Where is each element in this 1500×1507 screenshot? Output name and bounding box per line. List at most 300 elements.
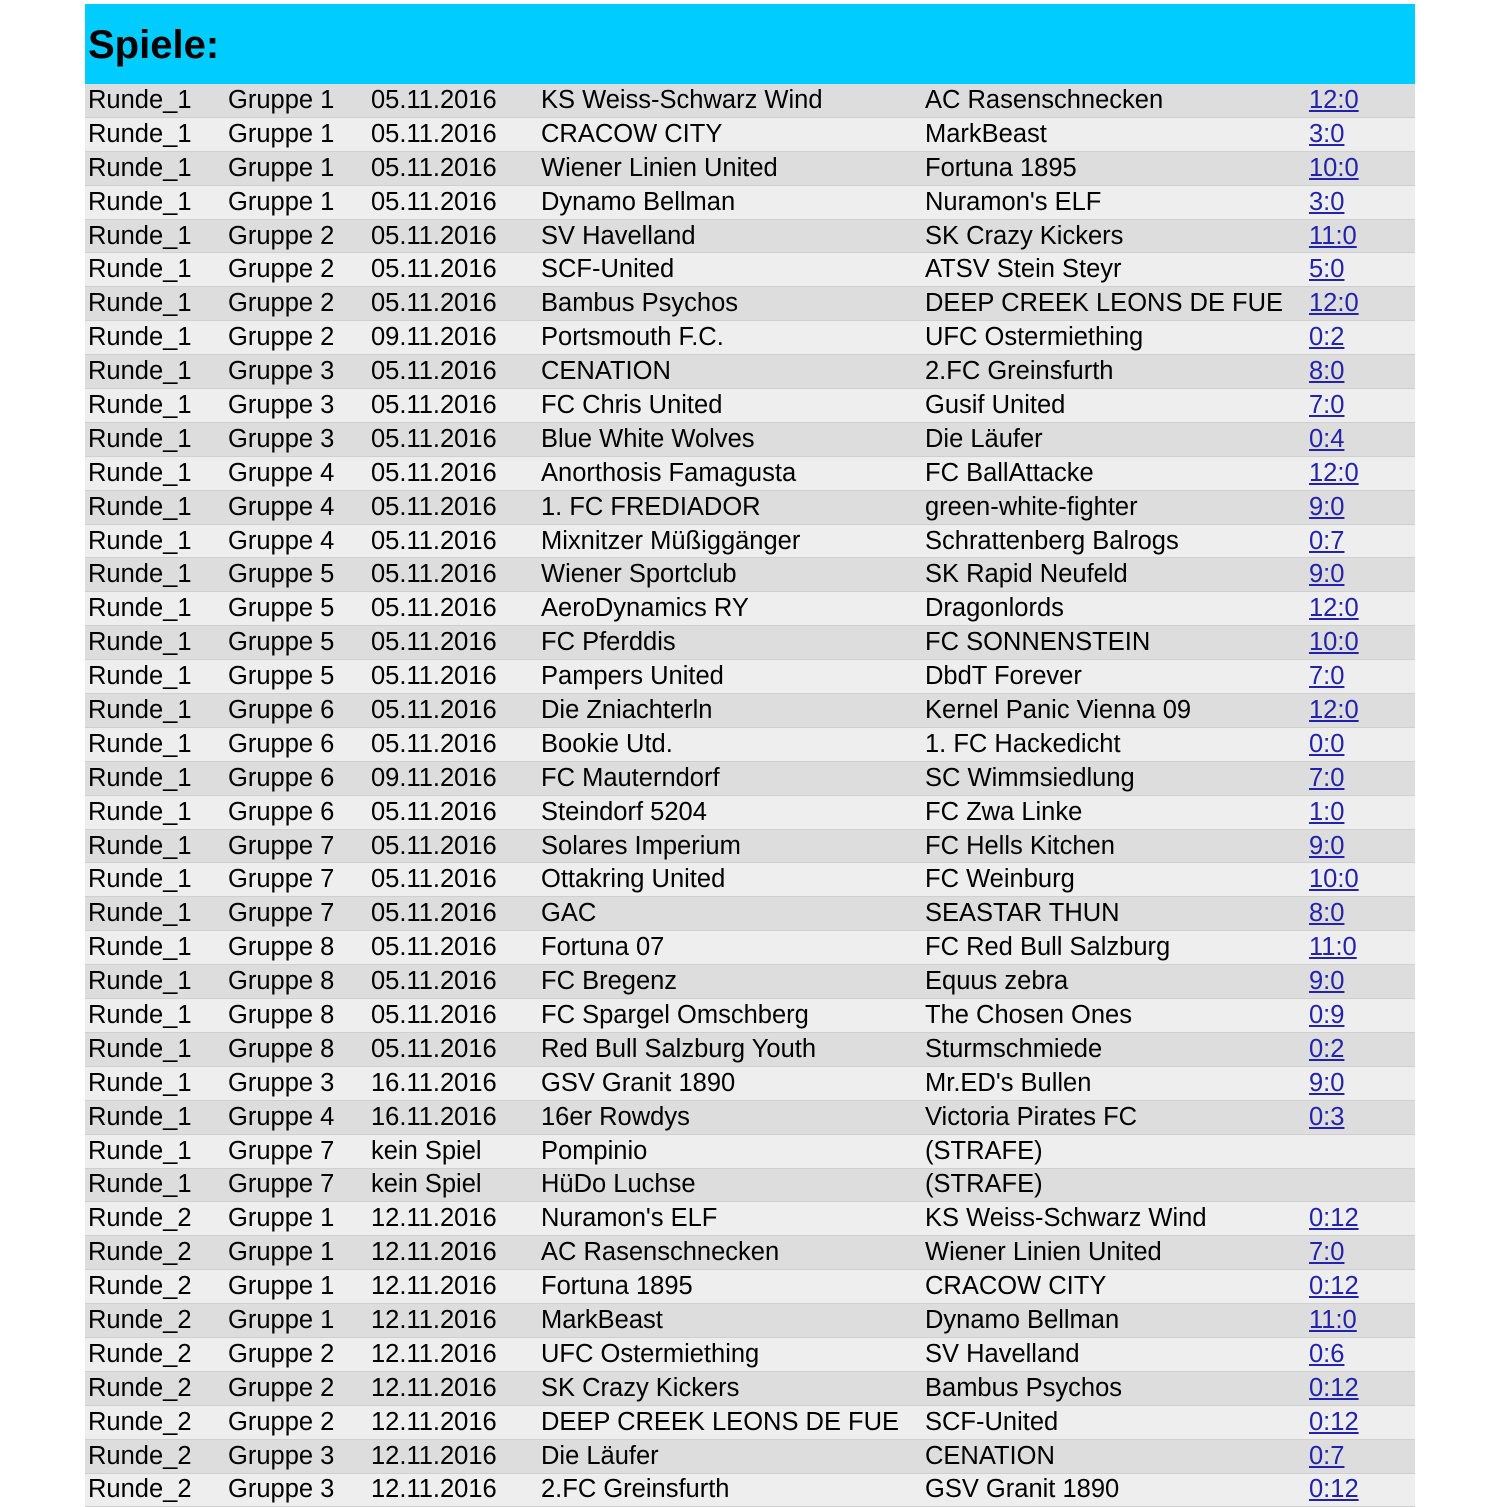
table-row [85, 1440, 1415, 1474]
away-team-cell: CRACOW CITY [925, 1272, 1107, 1301]
table-row [85, 1101, 1415, 1135]
score-link[interactable]: 12:0 [1309, 594, 1359, 623]
games-table [85, 84, 1415, 1507]
group-cell: Gruppe 6 [228, 729, 335, 758]
home-team-cell: AeroDynamics RY [541, 594, 749, 623]
score-link[interactable]: 0:12 [1309, 1373, 1359, 1402]
table-row [85, 1033, 1415, 1067]
date-cell: 12.11.2016 [371, 1339, 497, 1368]
home-team-cell: KS Weiss-Schwarz Wind [541, 85, 823, 114]
score-cell [1309, 1069, 1415, 1098]
group-cell: Gruppe 4 [228, 458, 335, 487]
home-team-cell: Steindorf 5204 [541, 797, 707, 826]
away-team-cell: FC Red Bull Salzburg [925, 933, 1171, 962]
score-cell [1309, 967, 1415, 996]
page-title: Spiele: [88, 23, 220, 67]
date-cell: 05.11.2016 [371, 899, 497, 928]
away-team-cell: Fortuna 1895 [925, 153, 1077, 182]
score-cell [1309, 798, 1415, 827]
group-cell: Gruppe 5 [228, 628, 335, 657]
home-team-cell: Bambus Psychos [541, 289, 739, 318]
date-cell: 05.11.2016 [371, 289, 497, 318]
round-cell: Runde_1 [88, 695, 192, 724]
score-link[interactable]: 7:0 [1309, 1238, 1345, 1267]
away-team-cell: SEASTAR THUN [925, 899, 1120, 928]
score-link[interactable]: 7:0 [1309, 662, 1345, 691]
score-link[interactable]: 0:3 [1309, 1102, 1345, 1131]
home-team-cell: Wiener Sportclub [541, 560, 737, 589]
away-team-cell: 2.FC Greinsfurth [925, 357, 1114, 386]
score-cell [1309, 1272, 1415, 1301]
round-cell: Runde_1 [88, 357, 192, 386]
round-cell: Runde_1 [88, 390, 192, 419]
score-link[interactable]: 8:0 [1309, 357, 1345, 386]
away-team-cell: Bambus Psychos [925, 1373, 1123, 1402]
home-team-cell: HüDo Luchse [541, 1170, 696, 1199]
score-link[interactable]: 5:0 [1309, 255, 1345, 284]
table-row [85, 1372, 1415, 1406]
score-link[interactable]: 12:0 [1309, 289, 1359, 318]
home-team-cell: Die Läufer [541, 1441, 659, 1470]
score-cell [1309, 425, 1415, 454]
home-team-cell: Ottakring United [541, 865, 726, 894]
round-cell: Runde_2 [88, 1272, 192, 1301]
score-link[interactable]: 12:0 [1309, 85, 1359, 114]
round-cell: Runde_1 [88, 85, 192, 114]
score-cell [1309, 527, 1415, 556]
home-team-cell: Nuramon's ELF [541, 1204, 718, 1233]
table-row [85, 1270, 1415, 1304]
table-row [85, 1169, 1415, 1203]
score-cell [1309, 899, 1415, 928]
group-cell: Gruppe 7 [228, 865, 335, 894]
away-team-cell: CENATION [925, 1441, 1055, 1470]
round-cell: Runde_1 [88, 1034, 192, 1063]
score-cell [1309, 696, 1415, 725]
score-link[interactable]: 12:0 [1309, 458, 1359, 487]
away-team-cell: 1. FC Hackedicht [925, 729, 1121, 758]
round-cell: Runde_1 [88, 424, 192, 453]
date-cell: 09.11.2016 [371, 763, 497, 792]
table-row [85, 1304, 1415, 1338]
table-row [85, 592, 1415, 626]
home-team-cell: Blue White Wolves [541, 424, 755, 453]
round-cell: Runde_2 [88, 1373, 192, 1402]
score-cell [1309, 662, 1415, 691]
table-row [85, 1406, 1415, 1440]
date-cell: 05.11.2016 [371, 390, 497, 419]
group-cell: Gruppe 4 [228, 492, 335, 521]
score-link[interactable]: 9:0 [1309, 831, 1345, 860]
group-cell: Gruppe 3 [228, 357, 335, 386]
group-cell: Gruppe 1 [228, 1306, 335, 1334]
date-cell: 05.11.2016 [371, 492, 497, 521]
score-cell [1309, 764, 1415, 793]
away-team-cell: Dragonlords [925, 594, 1064, 623]
table-row [85, 796, 1415, 830]
date-cell: 05.11.2016 [371, 1034, 497, 1063]
away-team-cell: ATSV Stein Steyr [925, 255, 1122, 284]
round-cell: Runde_2 [88, 1441, 192, 1470]
score-cell [1309, 1103, 1415, 1132]
group-cell: Gruppe 1 [228, 119, 335, 148]
round-cell: Runde_1 [88, 797, 192, 826]
away-team-cell: Dynamo Bellman [925, 1306, 1120, 1334]
away-team-cell: SK Crazy Kickers [925, 221, 1124, 250]
table-row [85, 389, 1415, 423]
score-link[interactable]: 10:0 [1309, 628, 1359, 657]
group-cell: Gruppe 6 [228, 695, 335, 724]
date-cell: 16.11.2016 [371, 1102, 497, 1131]
date-cell: 05.11.2016 [371, 153, 497, 182]
round-cell: Runde_2 [88, 1407, 192, 1436]
date-cell: 05.11.2016 [371, 1000, 497, 1029]
group-cell: Gruppe 5 [228, 594, 335, 623]
round-cell: Runde_1 [88, 458, 192, 487]
away-team-cell: green-white-fighter [925, 492, 1138, 521]
away-team-cell: Victoria Pirates FC [925, 1102, 1138, 1131]
round-cell: Runde_1 [88, 865, 192, 894]
round-cell: Runde_1 [88, 323, 192, 352]
score-cell [1309, 832, 1415, 861]
round-cell: Runde_1 [88, 255, 192, 284]
table-row [85, 287, 1415, 321]
home-team-cell: FC Chris United [541, 390, 723, 419]
group-cell: Gruppe 8 [228, 1034, 335, 1063]
home-team-cell: Solares Imperium [541, 831, 741, 860]
date-cell: 05.11.2016 [371, 797, 497, 826]
group-cell: Gruppe 1 [228, 85, 335, 114]
group-cell: Gruppe 3 [228, 1068, 335, 1097]
round-cell: Runde_2 [88, 1339, 192, 1368]
date-cell: 05.11.2016 [371, 594, 497, 623]
score-cell [1309, 459, 1415, 488]
score-link[interactable]: 0:2 [1309, 1034, 1345, 1063]
score-cell [1309, 493, 1415, 522]
date-cell: 05.11.2016 [371, 865, 497, 894]
table-row [85, 626, 1415, 660]
score-cell [1309, 1475, 1415, 1504]
score-cell [1309, 391, 1415, 420]
score-link[interactable]: 0:0 [1309, 729, 1345, 758]
date-cell: kein Spiel [371, 1136, 482, 1165]
score-cell [1309, 865, 1415, 894]
group-cell: Gruppe 7 [228, 899, 335, 928]
date-cell: 05.11.2016 [371, 458, 497, 487]
home-team-cell: AC Rasenschnecken [541, 1238, 780, 1267]
home-team-cell: Portsmouth F.C. [541, 323, 724, 352]
away-team-cell: The Chosen Ones [925, 1000, 1132, 1029]
table-row [85, 762, 1415, 796]
away-team-cell: FC BallAttacke [925, 458, 1094, 487]
group-cell: Gruppe 6 [228, 797, 335, 826]
round-cell: Runde_1 [88, 1102, 192, 1131]
away-team-cell: Kernel Panic Vienna 09 [925, 695, 1192, 724]
table-row [85, 491, 1415, 525]
date-cell: 05.11.2016 [371, 424, 497, 453]
score-link[interactable]: 3:0 [1309, 119, 1345, 148]
score-cell [1309, 289, 1415, 318]
away-team-cell: FC SONNENSTEIN [925, 628, 1151, 657]
date-cell: kein Spiel [371, 1170, 482, 1199]
score-link[interactable]: 10:0 [1309, 865, 1359, 894]
score-link[interactable]: 9:0 [1309, 1068, 1345, 1097]
table-row [85, 931, 1415, 965]
round-cell: Runde_2 [88, 1306, 192, 1334]
score-link[interactable]: 8:0 [1309, 899, 1345, 928]
away-team-cell: Wiener Linien United [925, 1238, 1162, 1267]
round-cell: Runde_1 [88, 831, 192, 860]
away-team-cell: SV Havelland [925, 1339, 1080, 1368]
round-cell: Runde_2 [88, 1475, 192, 1504]
date-cell: 05.11.2016 [371, 85, 497, 114]
home-team-cell: Mixnitzer Müßiggänger [541, 526, 801, 555]
score-link[interactable]: 0:9 [1309, 1000, 1345, 1029]
away-team-cell: KS Weiss-Schwarz Wind [925, 1204, 1207, 1233]
score-cell [1309, 730, 1415, 759]
score-cell [1309, 1374, 1415, 1403]
date-cell: 05.11.2016 [371, 357, 497, 386]
score-link[interactable]: 10:0 [1309, 153, 1359, 182]
home-team-cell: 1. FC FREDIADOR [541, 492, 761, 521]
away-team-cell: DbdT Forever [925, 662, 1082, 691]
group-cell: Gruppe 7 [228, 1170, 335, 1199]
table-row [85, 321, 1415, 355]
table-row [85, 84, 1415, 118]
round-cell: Runde_1 [88, 933, 192, 962]
away-team-cell: UFC Ostermiething [925, 323, 1144, 352]
table-row [85, 728, 1415, 762]
score-cell [1309, 188, 1415, 217]
group-cell: Gruppe 1 [228, 1204, 335, 1233]
home-team-cell: Bookie Utd. [541, 729, 673, 758]
group-cell: Gruppe 3 [228, 424, 335, 453]
away-team-cell: FC Hells Kitchen [925, 831, 1115, 860]
group-cell: Gruppe 2 [228, 289, 335, 318]
score-link[interactable]: 9:0 [1309, 560, 1345, 589]
score-cell [1309, 1306, 1415, 1335]
round-cell: Runde_1 [88, 662, 192, 691]
score-cell [1309, 1238, 1415, 1267]
round-cell: Runde_2 [88, 1204, 192, 1233]
home-team-cell: Pampers United [541, 662, 724, 691]
table-row [85, 253, 1415, 287]
table-row [85, 118, 1415, 152]
group-cell: Gruppe 4 [228, 526, 335, 555]
group-cell: Gruppe 2 [228, 221, 335, 250]
group-cell: Gruppe 2 [228, 1407, 335, 1436]
round-cell: Runde_1 [88, 289, 192, 318]
round-cell: Runde_1 [88, 153, 192, 182]
date-cell: 12.11.2016 [371, 1306, 497, 1334]
date-cell: 05.11.2016 [371, 221, 497, 250]
score-link[interactable]: 0:12 [1309, 1272, 1359, 1301]
score-cell [1309, 628, 1415, 657]
home-team-cell: FC Pferddis [541, 628, 676, 657]
round-cell: Runde_1 [88, 119, 192, 148]
group-cell: Gruppe 7 [228, 831, 335, 860]
score-link[interactable]: 0:4 [1309, 424, 1345, 453]
score-link[interactable]: 3:0 [1309, 187, 1345, 216]
table-row [85, 830, 1415, 864]
group-cell: Gruppe 3 [228, 1475, 335, 1504]
home-team-cell: FC Spargel Omschberg [541, 1000, 809, 1029]
table-row [85, 457, 1415, 491]
home-team-cell: Wiener Linien United [541, 153, 778, 182]
score-cell [1309, 120, 1415, 149]
score-link[interactable]: 7:0 [1309, 763, 1345, 792]
date-cell: 05.11.2016 [371, 119, 497, 148]
date-cell: 12.11.2016 [371, 1272, 497, 1301]
home-team-cell: FC Mauterndorf [541, 763, 720, 792]
group-cell: Gruppe 2 [228, 255, 335, 284]
home-team-cell: UFC Ostermiething [541, 1339, 760, 1368]
home-team-cell: Anorthosis Famagusta [541, 458, 797, 487]
away-team-cell: Mr.ED's Bullen [925, 1068, 1092, 1097]
round-cell: Runde_1 [88, 729, 192, 758]
date-cell: 12.11.2016 [371, 1441, 497, 1470]
date-cell: 12.11.2016 [371, 1238, 497, 1267]
score-link[interactable]: 0:12 [1309, 1407, 1359, 1436]
table-row [85, 525, 1415, 559]
score-link[interactable]: 9:0 [1309, 967, 1345, 996]
table-row [85, 1202, 1415, 1236]
score-cell [1309, 560, 1415, 589]
score-link[interactable]: 7:0 [1309, 390, 1345, 419]
table-row [85, 558, 1415, 592]
table-row [85, 355, 1415, 389]
score-link[interactable]: 9:0 [1309, 492, 1345, 521]
round-cell: Runde_1 [88, 492, 192, 521]
round-cell: Runde_1 [88, 594, 192, 623]
round-cell: Runde_1 [88, 526, 192, 555]
away-team-cell: FC Weinburg [925, 865, 1075, 894]
score-cell [1309, 357, 1415, 386]
table-row [85, 1067, 1415, 1101]
home-team-cell: SCF-United [541, 255, 675, 284]
round-cell: Runde_1 [88, 899, 192, 928]
score-link[interactable]: 0:12 [1309, 1475, 1359, 1504]
score-link[interactable]: 11:0 [1309, 221, 1357, 250]
date-cell: 05.11.2016 [371, 831, 497, 860]
home-team-cell: SK Crazy Kickers [541, 1373, 740, 1402]
table-row [85, 1338, 1415, 1372]
group-cell: Gruppe 4 [228, 1102, 335, 1131]
round-cell: Runde_1 [88, 1136, 192, 1165]
away-team-cell: Schrattenberg Balrogs [925, 526, 1179, 555]
away-team-cell: Die Läufer [925, 424, 1043, 453]
group-cell: Gruppe 8 [228, 1000, 335, 1029]
score-link[interactable]: 0:12 [1309, 1204, 1359, 1233]
score-link[interactable]: 0:2 [1309, 323, 1345, 352]
group-cell: Gruppe 2 [228, 1339, 335, 1368]
home-team-cell: FC Bregenz [541, 967, 678, 996]
home-team-cell: Fortuna 07 [541, 933, 665, 962]
away-team-cell: SC Wimmsiedlung [925, 763, 1135, 792]
date-cell: 12.11.2016 [371, 1407, 497, 1436]
score-cell [1309, 1035, 1415, 1064]
score-link[interactable]: 12:0 [1309, 695, 1359, 724]
table-row [85, 1474, 1415, 1507]
table-row [85, 660, 1415, 694]
group-cell: Gruppe 8 [228, 967, 335, 996]
date-cell: 05.11.2016 [371, 255, 497, 284]
date-cell: 05.11.2016 [371, 933, 497, 962]
home-team-cell: Fortuna 1895 [541, 1272, 693, 1301]
home-team-cell: Pompinio [541, 1136, 648, 1165]
table-row [85, 965, 1415, 999]
round-cell: Runde_1 [88, 628, 192, 657]
round-cell: Runde_1 [88, 221, 192, 250]
score-cell [1309, 1340, 1415, 1369]
table-row [85, 220, 1415, 254]
home-team-cell: GSV Granit 1890 [541, 1068, 736, 1097]
group-cell: Gruppe 3 [228, 390, 335, 419]
group-cell: Gruppe 1 [228, 187, 335, 216]
score-link[interactable]: 11:0 [1309, 1306, 1357, 1334]
home-team-cell: DEEP CREEK LEONS DE FUE [541, 1407, 900, 1436]
home-team-cell: 16er Rowdys [541, 1102, 690, 1131]
date-cell: 12.11.2016 [371, 1204, 497, 1233]
group-cell: Gruppe 7 [228, 1136, 335, 1165]
date-cell: 16.11.2016 [371, 1068, 497, 1097]
group-cell: Gruppe 1 [228, 153, 335, 182]
away-team-cell: FC Zwa Linke [925, 797, 1083, 826]
score-link[interactable]: 0:7 [1309, 526, 1345, 555]
away-team-cell: (STRAFE) [925, 1136, 1043, 1165]
group-cell: Gruppe 5 [228, 662, 335, 691]
score-link[interactable]: 11:0 [1309, 933, 1357, 962]
score-cell [1309, 154, 1415, 183]
date-cell: 05.11.2016 [371, 526, 497, 555]
home-team-cell: Red Bull Salzburg Youth [541, 1034, 817, 1063]
home-team-cell: SV Havelland [541, 221, 696, 250]
away-team-cell: SK Rapid Neufeld [925, 560, 1128, 589]
date-cell: 12.11.2016 [371, 1475, 497, 1504]
score-link[interactable]: 0:6 [1309, 1339, 1345, 1368]
date-cell: 05.11.2016 [371, 662, 497, 691]
score-link[interactable]: 1:0 [1309, 797, 1345, 826]
table-row [85, 152, 1415, 186]
away-team-cell: Gusif United [925, 390, 1066, 419]
round-cell: Runde_1 [88, 560, 192, 589]
home-team-cell: Dynamo Bellman [541, 187, 736, 216]
away-team-cell: GSV Granit 1890 [925, 1475, 1120, 1504]
round-cell: Runde_1 [88, 1170, 192, 1199]
group-cell: Gruppe 6 [228, 763, 335, 792]
table-row [85, 694, 1415, 728]
score-cell [1309, 323, 1415, 352]
round-cell: Runde_1 [88, 1000, 192, 1029]
group-cell: Gruppe 2 [228, 1373, 335, 1402]
score-cell [1309, 1442, 1415, 1471]
score-cell [1309, 594, 1415, 623]
away-team-cell: MarkBeast [925, 119, 1047, 148]
home-team-cell: Die Zniachterln [541, 695, 713, 724]
score-link[interactable]: 0:7 [1309, 1441, 1345, 1470]
round-cell: Runde_1 [88, 967, 192, 996]
score-cell [1309, 1204, 1415, 1233]
away-team-cell: Nuramon's ELF [925, 187, 1102, 216]
table-row [85, 863, 1415, 897]
group-cell: Gruppe 3 [228, 1441, 335, 1470]
home-team-cell: 2.FC Greinsfurth [541, 1475, 730, 1504]
date-cell: 05.11.2016 [371, 729, 497, 758]
score-cell [1309, 1408, 1415, 1437]
home-team-cell: CENATION [541, 357, 671, 386]
date-cell: 09.11.2016 [371, 323, 497, 352]
table-row [85, 897, 1415, 931]
